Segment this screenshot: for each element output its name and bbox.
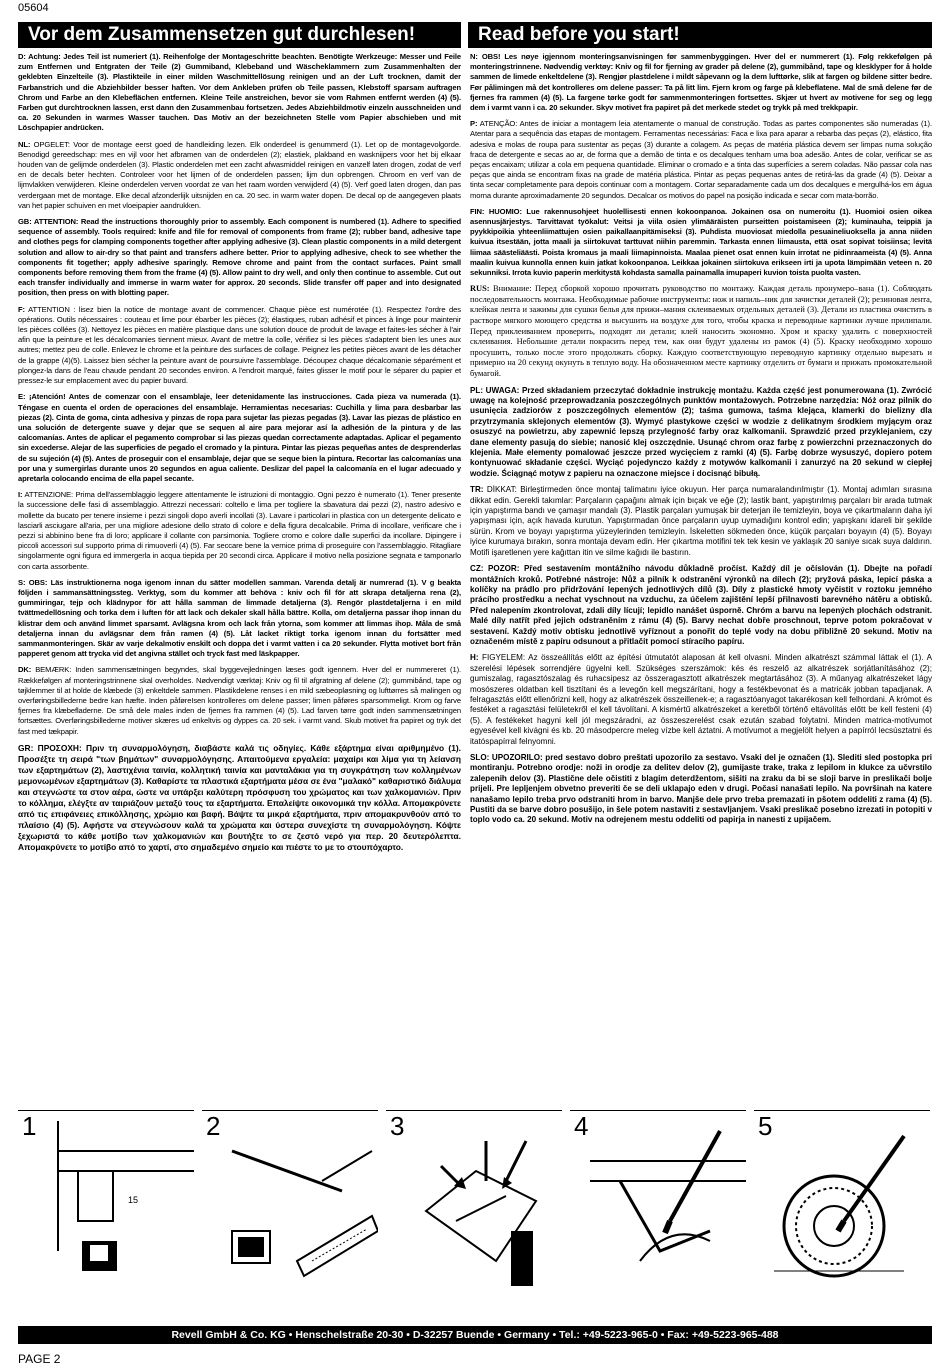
step-5-panel: [754, 1110, 930, 1305]
language-code: RUS:: [470, 284, 490, 294]
language-code: GB:: [18, 217, 32, 227]
instructions-right-column: [470, 52, 932, 1107]
instruction-paragraph: [470, 119, 932, 201]
instruction-paragraph: [18, 305, 461, 387]
step-1-panel: [18, 1110, 194, 1305]
step-number: 2: [206, 1111, 221, 1141]
language-code: GR:: [18, 742, 34, 753]
instruction-text: ATENÇÃO: Antes de iniciar a montagem leia atentamente o manual de construção. Todas as partes componentes são numeradas (1). Atentar para a sequência das etapas de montagem. Ferramentas necessárias: Faca e lixa para aparar a rebarba das peças (2), elástico, fita adesiva e molas de roupa para sustentar as peças (3) durante a colagem. As peças de matéria plástica devem ser limpas numa solução fraca de detergente e secas ao ar, de forma que a demão de tinta e os decalques tenham uma boa adesão. Antes de colar, verificar se as peças encaixam; utilizar a cola em pequena quantidade. Eliminar o cromado e a tinta das superfícies a serem coladas. Não passar cola nas peças que ainda se encontram fixas na grade de matéria plástica. Pintar as peças pequenas antes de retirá-las da grade (4) (5). Deixar a tinta secar completamente para depois continuar com a montagem. Cortar separadamente cada um dos decalques e mergulhá-los em água morna durante aproximadamente 20 segundos. Decalcar os motivos do papel na posição indicada e secar com mata-borrão.: [470, 119, 932, 200]
language-code: S:: [18, 577, 26, 587]
language-code: SLO:: [470, 753, 490, 763]
language-code: D:: [18, 52, 26, 61]
instruction-paragraph: [18, 578, 461, 660]
instruction-text: OBS: Läs instruktionerna noga igenom innan du sätter modellen samman. Varenda detalj är numrerad (1). V g beakta följden i sammansättningssteg. Verktyg, som du kommer att behöva : kniv och fil för att skrapa detaljerna rena (2), gummiringar, tejp och klädnypor för att hålla samman de limmade detaljerna (3). Rengör plastdetaljerna i en mild tvättmedellösning och torka dem i luften för att lack och dekaler skall hålla bättre. Kolla, om detaljerna passar ihop innan du klistrar dem och använd limmet sparsamt. Avlägsna krom och lack från ytorna, som kommer att limmas ihop. Måla de små detaljerna innan du avlägsnar dem från ramen (4) (5). Låt lacket riktigt torka igenom innan du fortsätter med sammanmonteringen. Skär av varje dekalmotiv enskilt och doppa det i varmt vatten i ca 20 sekunder. Flytta motivet bort från papperet genom att trycka vid det angivna stället och tryck fast med läskpapper.: [18, 577, 461, 659]
document-code: 05604: [18, 2, 49, 14]
step-number: 4: [574, 1111, 589, 1141]
instruction-paragraph: [18, 140, 461, 211]
assembly-steps: [18, 1110, 932, 1305]
step-number: 1: [22, 1111, 37, 1141]
language-code: H:: [470, 653, 479, 663]
instruction-text: ATTENZIONE: Prima dell'assemblaggio leggere attentamente le istruzioni di montaggio. Ogni pezzo è numerato (1). Tener presente la successione delle fasi di assemblaggio. Attrezzi necessari: coltello e lima per togliere la sbavatura dai pezzi (2), nastro adesivo e mollette da bucato per tenere insieme i pezzi singoli dopo averli incollati (3). Lavare i particolari in plastica con un detergente delicato e lasciarli asciugare all'aria, per una migliore adesione dello strato di colore e della figura decalcabile. Prima di incollare, verificare che i pezzi si abbinino bene fra di loro; applicare il collante con parsimonia. Togliere cromo e colore dalle superfici da incollare. Dipingere i piccoli accessori sul supporto prima di rimuoverli (4) (5). Far seccare bene la vernice prima di proseguire con l'assemblaggio. Ritagliare singolarmente ogni figura ed immergerla in acqua tiepida per 20 secondi circa. Applicare il motivo nella posizione segnata e tamponarlo con carta assorbente.: [18, 490, 461, 571]
language-code: FIN:: [470, 206, 485, 216]
language-code: TR:: [470, 485, 484, 495]
instruction-paragraph: [470, 386, 932, 480]
knife-and-file-illustration: [202, 1111, 378, 1306]
step-4-panel: [570, 1110, 746, 1305]
instruction-paragraph: [470, 485, 932, 558]
instruction-paragraph: [470, 753, 932, 826]
instruction-text: ATTENTION: Read the instructions thoroughly prior to assembly. Each component is numbered (1). Adhere to specified sequence of assembly. Tools required: knife and file for removal of components from frame (2); rubber band, adhesive tape and clothes pegs for clamping components together after applying adhesive (3). Clean plastic components in a mild detergent solution and allow to air-dry so that paint and transfers adhere better. Prior to applying adhesive, check to see whether the components fit together; apply adhesive sparingly. Remove chrome and paint from the contact surfaces. Paint small components before removing them from the frame (4) (5). Allow paint to dry well, and only then continue to assemble. Cut out each transfer individually and immerse in warm water for approx. 20 seconds. Slide transfer off paper and into designated position, then press on with blotting paper.: [18, 217, 461, 298]
language-code: CZ:: [470, 564, 484, 574]
step-number: 5: [758, 1111, 773, 1141]
instruction-paragraph: [470, 284, 932, 379]
instruction-paragraph: [470, 564, 932, 647]
instruction-paragraph: [18, 392, 461, 484]
painting-parts-illustration: [570, 1111, 746, 1306]
instruction-text: OPGELET: Voor de montage eerst goed de handleiding lezen. Elk onderdeel is genummerd (1). Let op de montagevolgorde. Benodigd gereedschap: mes en vijl voor het afbramen van de onderdelen (2); elastiek, plakband en wasknijpers voor het bij elkaar houden van de gelijmde onderdelen (3). Plastic onderdelen met een zacht afwasmiddel reinigen en vanzelf laten drogen, zodat de verf en de decals beter hechten. Controleer voor het lijmen of de onderdelen passen; lijm dun opbrengen. Chroom en verf van de lijmvlakken verwijderen. Kleine onderdelen verven voordat ze van het raam worden verwijderd (4) (5). Verf goed laten drogen, dan pas verdergaan met de montage. Elke decal afzonderlijk uitsnijden en ca. 20 sec. in warm water dopen. De decal op de aangegeven plaats van het papier schuiven en met vloeipapier aandrukken.: [18, 139, 461, 210]
language-code: PL:: [470, 385, 484, 395]
manufacturer-footer: Revell GmbH & Co. KG • Henschelstraße 20-30 • D-32257 Buende • Germany • Tel.: +49-5223-965-0 • Fax: +49-5223-965-488: [18, 1326, 932, 1344]
language-code: N:: [470, 52, 478, 61]
language-code: E:: [18, 392, 26, 402]
instruction-paragraph: [18, 743, 461, 853]
page-number: PAGE 2: [18, 1352, 61, 1366]
step-2-panel: [202, 1110, 378, 1305]
instructions-left-column: [18, 52, 461, 1107]
clamping-parts-illustration: [386, 1111, 562, 1306]
instruction-text: POZOR: Před sestavením montážního návodu důkladně pročíst. Každý díl je očíslován (1). Dbejte na pořadí montážních kroků. Potřebné nástroje: Nůž a pilník k odstranění výronků na dílech (2); pryžová páska, lepicí páska a kolíčky na prádlo pro přidržování lepených jednotlivých dílů (3). Díly z plastické hmoty vyčistit v roztoku jemného prácího prostředku a nechat vyschnout na vzduchu, za účelem zajištění lepší přilnavosti barevného nátěru a obtisků. Před nalepením zkontrolovat, zdali díly lícují; lepidlo nanášet úsporně. Chróm a barvu na lepených plochách odstranit. Malé díly natřít před jejich odstraněním z rámu (4) (5). Barvy nechat dobře proschnout, teprve potom pokračovat v sestavení. Každý motiv obtisku jednotlivě vyříznout a ponořit do teplé vody na dobu přibližně 20 sekund. Motiv na označeném místě z papíru odsunout a přitlačit pomocí stíracího papíru.: [470, 564, 932, 646]
instruction-text: OBS! Les nøye igjennom monteringsanvisningen før sammenbyggingen. Hver del er nummerert (1). Følg rekkefølgen på monteringstrinnene. Nødvendig verktøy: Kniv og fil for fjerning av grader på delene (2), gummibånd, tape og klesklyper for å holde sammen de limede enkeltdelene (3). Rengjør plastdelene i mildt såpevann og la dem lufttørke, slik at fargen og bildene sitter bedre. Før pålimingen må det kontrolleres om delene passer: Ta på litt lim. Fjern krom og farge på klebeflatene. Mal de små delene før de fjernes fra rammen (4) (5). La fargene tørke godt før sammenmonteringen fortsettes. Skjær ut hvert av motivene for seg og legg dem i varmt vann i ca. 20 sekunder. Skyv motivet fra papiret på det merkede stedet og trykk på med trekkpapir.: [470, 52, 932, 113]
language-code: P:: [470, 119, 478, 129]
instruction-paragraph: [18, 217, 461, 299]
language-code: DK:: [18, 665, 32, 675]
instruction-text: ATTENTION : lisez bien la notice de montage avant de commencer. Chaque pièce est numérotée (1). Respectez l'ordre des opérations. Outils nécessaires : couteau et lime pour ébarber les pièces (2); élastiques, ruban adhésif et pinces à linge pour maintenir les pièces collées (3). Nettoyez les pièces en matière plastique dans une solution douce de produit de lavage et faites-les sécher à l'air afin que la peinture et les décalcomanies tiennent mieux. Avant de mettre la colle, vérifiez si les pièces s'adaptent bien les unes aux autres; mettez peu de colle. Enlevez le chrome et la peinture des surfaces de collage. Peignez les petites pièces avant de les détacher de la grappe (4)(5). Laissez bien sécher la peinture avant de poursuivre l'assemblage. Découpez chaque décalcomanie séparément et plongez-la dans de l'eau chaude pendant 20 secondes environ. A l'endroit marqué, faites glisser le motif pour le séparer du papier et pressez-le sur emplacement avec du papier buvard.: [18, 304, 461, 386]
instruction-text: Achtung: Jedes Teil ist numeriert (1). Reihenfolge der Montageschritte beachten. Benötigte Werkzeuge: Messer und Feile zum Entfernen und Entgraten der Teile (2) Gummiband, Klebeband und Wäscheklammern zum Zusammenhalten der geklebten Einzelteile (3). Plastikteile in einer milden Waschmittellösung reinigen und an der Luft trocknen, damit der Farbanstrich und die Abziehbilder besser haften. Vor dem Ankleben prüfen ob Teile passen, Klebstoff sparsam auftragen Chrom und Farbe an den Klebeflächen entfernen. Kleine Teile anstreichen, bevor sie vom Rahmen entfernt werden (4) (5). Farben gut durchtrocknen lassen, erst dann den Zusammenbau fortsetzen. Jedes Abziehbildmotiv einzeln ausschneiden und ca. 20 Sekunden in warmes Wasser tauchen. Das Motiv an der bezeichneten Stelle vom Papier abschieben und mit Löschpapier andrücken.: [18, 52, 461, 133]
instruction-text: BEMÆRK: Inden sammensætningen begyndes, skal byggevejledningen læses godt igennem. Hver del er nummereret (1). Rækkefølgen af monteringstrinnene skal overholdes. Nødvendigt værktøj: Kniv og fil til afgratning af delene (2); gummibånd, tape og tøjklemmer til at holde de klæbede (3) enkeltdele sammen. Plastikdelene renses i en mild sæbeopløsning og lufttørres så malingen og overføringsbillederne bedre kan hæfte. Inden påføreIsen kontrolleres om delene passer; limen påføres sparsommeligt. Krom og farve fjernes fra klæbefladerne. De små dele males inden de fjernes fra rammen (4) (5). Lad farven tørre godt inden sammensætningen fortsættes. Overføringsbillederne motiver skæres ud enkeltvis og dyppes ca. 20 sek. i varmt vand. Skub motivet fra papiret og tryk det fast med tækpapir.: [18, 665, 461, 736]
instruction-text: DİKKAT: Birleştirmeden önce montaj talimatını iyice okuyun. Her parça numaralandırılmıştır (1). Montaj adımları sırasına dikkat edin. Gerekli takımlar: Parçaların çapağını almak için bıçak ve eğe (2); lastik bant, yapıştırılmış parçaları bir arada tutmak için yapıştırma bandı ve çamaşır mandalı (3). Plastik parçaları yumuşak bir deterjan ile temizleyin, boya ve çıkartmaların daha iyi yapışması için, açık havada kurutun. Yapıştırmadan önce parçaların uyup uymadığını kontrol edin; yapışkanı idareli bir şekilde sürün. Krom ve boyayı yapıştırma yüzeylerinden temizleyin. İskeletten sökmeden önce, küçük parçaları boyayın (4) (5). Boyayı iyice kurumaya bırakın, sonra montaja devam edin. Her çıkartma motifini tek tek kesin ve yaklaşık 20 saniye sıcak suya daldırın. Motifi işaretlenen yere kağıttan itin ve silme kağıdı ile bastırın.: [470, 485, 932, 557]
language-code: I:: [18, 490, 23, 500]
step-number: 3: [390, 1111, 405, 1141]
instruction-text: UPOZORILO: pred sestavo dobro preštati upozorilo za sestavo. Vsaki del je označen (1). Slediti sled postopka pri montiranju. Potrebno orodje: noži in orodje za delitev delov (2), gumijaste trake, traka z lepilom in klukce za učvrstilo zalepenih delov (3). Plastične dele očistiti z blagim deterdžentom, sišiti na zraku da bi se sloji barve in preslikači bolje prijeli. Pre lepljenjem obvetno preveriti če se deli uklapajo eden v drugi. Počasi nanašati lepilo. Na površinah na katere nanašamo lepilo treba prvo odstraniti hrom in barvo. Manjše dele prvo treba premazati in pšotem oddeliti z rama (4) (5). Pustiti da se barve dobro posušijo, in šele potem nastaviti z sestavljanjem. Vsaki preslikač posebno izrezati in potopiti v toplo vodo ca. 20 sekund. Motiv na odrejenem mestu oddeliti od papirja in nanesti z upijačem.: [470, 753, 932, 825]
heading-german: Vor dem Zusammensetzen gut durchlesen!: [18, 22, 461, 48]
step-3-panel: [386, 1110, 562, 1305]
language-code: NL:: [18, 139, 31, 149]
svg-text:15: 15: [128, 1195, 139, 1205]
instruction-paragraph: [470, 207, 932, 278]
instruction-paragraph: [18, 52, 461, 134]
instruction-paragraph: [18, 665, 461, 736]
heading-english: Read before you start!: [468, 22, 932, 48]
instruction-text: ¡Atención! Antes de comenzar con el ensamblaje, leer detenidamente las instrucciones. Cada pieza va numerada (1). Téngase en cuenta el orden de operaciones del ensamblaje. Herramientas necesarias: Cuchilla y lima para desbarbar las piezas (2). Cinta de goma, cinta adhesiva y pinzas de ropa para sujetar las piezas pegadas (3). Lavar las piezas de plástico en una solución de detergente suave y dejar que se sequen al aire para mejorar así la adhesión de la pintura y de las calcomanías. Antes de aplicar el pegamento comprobar si las piezas quedan correctamente adaptadas. Aplicar el pegamento sin excederse. Alejar de las superficies de pegado el cromado y la pintura. Pintar las piezas pequeñas antes de desprenderlas de su sujeción (4) (5). Antes de proseguir con el ensamblaje, dejar que se seque bien la pintura. Recortar las calcomanías una por una y sumergirlas durante unos 20 segundos en agua caliente. Deslizar del papel la calcomanía en el lugar adecuado y apretarla colocando encima de ella papel secante.: [18, 392, 461, 483]
instruction-text: HUOMIO: Lue rakennusohjeet huolellisesti ennen kokoonpanoa. Jokainen osa on numeroitu (1). Huomioi osien oikea asennusjärjestys. Tarvittavat työkalut: Veitsi ja viila osien ylimääräisten purseitten poistamiseen (2); kuminauha, teippiä ja pyykkipoikia yhteenliimattujen osien paikallaanpitämiseksi (3). Puhdista muoviosat miedolla pesuaineliuoksella ja anna niiden kuivua itsestään, jotta maali ja siirtokuvat tarttuvat niihin paremmin. Tarkasta ennen liimausta, että osat sopivat toisiinsa; levitä liimaa säästeliäästi. Poista kromaus ja maali liimapinnoista. Maalaa pienet osat ennen kuin irrotat ne pidinraameista (4) (5). Anna maalin kuivua kunnolla ennen kuin jatkat kokoonpanoa. Leikkaa jokainen siirtokuva erikseen irti ja upota lämpimään veteen n. 20 sekunniksi. Irrota kuvio paperin merkitystä kohdasta samalla painamalla imupaperi kuvion toista puolta vasten.: [470, 206, 932, 278]
instruction-paragraph: [470, 52, 932, 113]
instruction-text: FIGYELEM: Az összeállítás előtt az építési útmutatót alaposan át kell olvasni. Minden alkatrészt számmal láttak el (1). A szerelési lépések sorrendjére ügyelni kell. Szükséges szerszámok: kés és reszelő az alkatrészek sorjátlanításához (2); gumiszalag, ragasztószalag és ruhacsipesz az összeragasztott alkatrészek megtartásához (3). A műanyag alkatrészeket lágy mosószeres oldatban kell tisztítani és a levegőn kell megszárítani, hogy a festékbevonat és a matricák jobban tapadjanak. A felragasztás előtt ellenőrizni kell, hogy az alkatrészek összeillenek-e; a ragasztóanyagot takarékosan kell felhordani. A krómot és festéket a ragasztási felületekről el kell távolítani. A kismértű alkatrészeket a keretből történő eltávolítás előtt be kell festeni (4) (5). A festékeket hagyni kell jól megszáradni, az összeszerelést csak ezután szabad folytatni. Minden matrica-motívumot egyesével kell kivágni és kb. 20 másodpercre meleg vízbe kell áztatni. A motívumot a megjelölt helyen a papírról lecsúsztatni és itatóspapírral felnyomni.: [470, 653, 932, 746]
painting-wheel-illustration: [754, 1111, 930, 1306]
instruction-paragraph: [18, 490, 461, 572]
instruction-text: ΠΡΟΣΟΧΗ: Πριν τη συναρμολόγηση, διαβάστε καλά τις οδηγίες. Κάθε εξάρτημα είναι αριθμημένο (1). Προσέξτε τη σειρά "των βημάτων" συναρμολόγησης. Απαιτούμενα εργαλεία: μαχαίρι και λίμα για τη λείανση των εξαρτημάτων (2), λαστιχένια ταινία, κολλητική ταινία και μανταλάκια για τη συγκράτηση των κολλημένων μεμονωμένων εξαρτημάτων (3). Καθαρίστε τα πλαστικά εξαρτήματα μέσα σε ένα "μαλακό" καθαριστικό διάλυμα και στεγνώστε τα στον αέρα, ώστε να υπάρξει καλύτερη πρόσφυση του χρώματος και των χαλκομανιών. Πριν το κόλλημα, ελέγξτε αν ταιριάζουν μεταξύ τους τα εξαρτήματα. Επαλείψτε οικονομικά την κόλλα. Απομακρύνετε από τις επιφάνειες επικόλλησης, χρώμιο και βαφή. Βάψτε τα μικρά εξαρτήματα, πριν απομακρυνθούν από το πλαίσιο (4) (5). Αφήστε να στεγνώσουν καλά τα χρώματα και ύστερα συνεχίστε τη συναρμολόγηση. Κόψτε ξεχωριστά το κάθε μοτίβο των χαλκομανιών και βουτήξτε το σε ζεστό νερό για περ. 20 δευτερόλεπτα. Απομακρύνετε το μοτίβο από το χαρτί, στο σημαδεμένο σημείο και πιέστε το με το στουπόχαρτο.: [18, 742, 461, 852]
instruction-text: UWAGA: Przed składaniem przeczytać dokładnie instrukcję montażu. Każda część jest ponumerowana (1). Zwrócić uwagę na kolejność przeprowadzania poszczególnych punktów montażowych. Potrzebne narzędzia: Nóż oraz pilnik do usunięcia zadziorów z poszczególnych elementów (2); taśma gumowa, taśma klejąca, klamerki do bielizny dla przytrzymania sklejonych elementów (3). Wymyć plastykowe części w wodzie z delikatnym środkiem myjącym oraz osuszyć na powietrzu, aby zapewnić lepszą przylegność farby oraz kalkomanii. Sprawdzić przed przyklejaniem, czy dane elementy pasują do siebie; nanosić klej oszczędnie. Usunąć chrom oraz farbę z powierzchni przeznaczonych do klejenia. Małe elementy pomalować jeszcze przed wycięciem z ramki (4) (5). Farbę dobrze wysuszyć, dopiero potem kontynuować składanie części. Wyciąć pojedynczo każdy z motywów kalkomanii i zanurzyć na 20 sekund w ciepłej wodzie. Ściągnąć motyw z papieru na oznaczone miejsce i docisnąć bibułą.: [470, 385, 932, 478]
language-code: F:: [18, 304, 25, 314]
instruction-text: Внимание: Перед сборкой хорошо прочитать руководство по монтажу. Каждая деталь пронумеро–вана (1). Соблюдать последовательность монтажа. Необходимые рабочие инструменты: нож и напиль–ник для зачистки деталей (2); резиновая лента, клейкая лента и зажимы для сушки белья для прижи–мания склеиваемых отдельных деталей (3). Детали из пластика очистить в растворе мягкого моющего средства и высушить на воздухе для того, чтобы краска и переводные картинки лучше прилипали. Перед приклеиванием проверить, подходят ли детали; клей наносить экономно. Хром и краску удалить с поверхностей склеивания. Небольшие детали покрасить перед тем, как они будут удалены из рамок (4) (5). Краску необходимо хорошо просушить, только после этого продолжать сборку. Каждую соответствующую переводную картинку отдельно вырезать и примерно на 20 секунд окунуть в теплую воду. На обозначенном месте картинку отделить от бумаги и прижать промокательной бумагой.: [470, 284, 932, 379]
numbered-part-illustration: [18, 1111, 194, 1306]
instruction-paragraph: [470, 653, 932, 747]
